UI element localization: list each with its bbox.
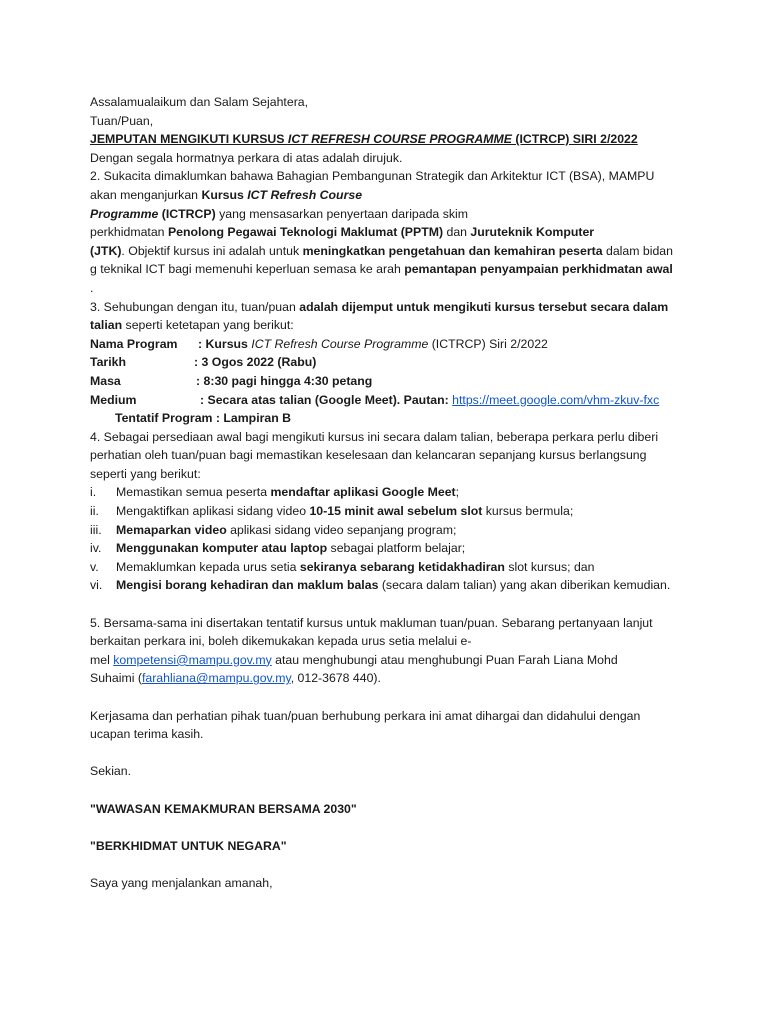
para4-line2: perhatian oleh tuan/puan bagi memastikan keselesaan dan kelancaran sepanjang kursus berlangsung	[90, 448, 647, 463]
list-item	[90, 483, 690, 502]
p5-text: atau menghubungi atau menghubungi Puan Farah Liana Mohd	[271, 652, 618, 667]
p3-text: 3. Sehubungan dengan itu, tuan/puan	[90, 299, 300, 314]
motto2-text: "BERKHIDMAT UNTUK NEGARA"	[90, 838, 287, 853]
p2-programme: Programme	[90, 206, 159, 221]
tarikh-label: Tarikh	[90, 355, 126, 370]
detail-medium	[90, 391, 690, 410]
tarikh-value: : 3 Ogos 2022 (Rabu)	[194, 355, 317, 370]
list-text: (secara dalam talian) yang akan diberikan kemudian.	[378, 578, 671, 593]
detail-masa	[90, 372, 690, 391]
subject-part2: ICT REFRESH COURSE PROGRAMME	[287, 132, 512, 147]
p2-text: yang mensasarkan penyertaan daripada skim	[215, 206, 468, 221]
para5-line2: berkaitan perkara ini, boleh dikemukakan kepada urus setia melalui e-	[90, 634, 472, 649]
list-text: ;	[455, 485, 460, 500]
spacer	[90, 818, 690, 837]
subject-part3: (ICTRCP) SIRI 2/2022	[512, 132, 638, 147]
closing-motto2	[90, 837, 690, 856]
p3-bold: talian	[90, 318, 123, 333]
p2-text: dan	[443, 225, 471, 240]
tentatif-text: Tentatif Program : Lampiran B	[115, 411, 292, 426]
intro-text: Dengan segala hormatnya perkara di atas adalah dirujuk.	[90, 150, 403, 165]
program-colon: : Kursus	[198, 336, 252, 351]
list-item	[90, 558, 690, 577]
list-item	[90, 502, 690, 521]
subject-line	[90, 130, 690, 149]
p2-bold: Kursus	[201, 187, 248, 202]
p2-text: g teknikal ICT bagi memenuhi keperluan semasa ke arah	[90, 262, 405, 277]
para6-line1: Kerjasama dan perhatian pihak tuan/puan berhubung perkara ini amat dihargai dan didahului dengan	[90, 708, 641, 723]
para2-line5	[90, 242, 690, 261]
p2-objective: meningkatkan pengetahuan dan kemahiran peserta	[302, 243, 603, 258]
meet-link[interactable]: https://meet.google.com/vhm-zkuv-fxc	[452, 392, 660, 407]
list-number: i.	[90, 485, 97, 500]
list-text: sebagai platform belajar;	[327, 541, 466, 556]
p2-pptm: Penolong Pegawai Teknologi Maklumat (PPTM)	[167, 225, 444, 240]
greeting-salam: Assalamualaikum dan Salam Sejahtera,	[90, 95, 309, 109]
list-item	[90, 576, 690, 595]
p2-ictrcp: (ICTRCP)	[158, 206, 216, 221]
email-link-kompetensi[interactable]: kompetensi@mampu.gov.my	[113, 652, 272, 667]
para2-line1: 2. Sukacita dimaklumkan bahawa Bahagian Pembangunan Strategik dan Arkitektur ICT (BSA), MAMPU	[90, 169, 655, 184]
para6-line2: ucapan terima kasih.	[90, 727, 204, 742]
list-item	[90, 539, 690, 558]
list-text: Memaklumkan kepada urus setia	[116, 559, 300, 574]
list-number: ii.	[90, 504, 99, 519]
closing-motto1	[90, 800, 690, 819]
detail-tentatif	[90, 409, 690, 428]
list-bold: Memaparkan video	[116, 522, 227, 537]
p5-text: Suhaimi (	[90, 671, 142, 686]
p2-jtk: Juruteknik Komputer	[470, 225, 595, 240]
p5-text: , 012-3678 440).	[290, 671, 381, 686]
closing-amanah: Saya yang menjalankan amanah,	[90, 875, 273, 890]
list-item	[90, 521, 690, 540]
list-bold: mendaftar aplikasi Google Meet	[270, 485, 456, 500]
masa-value: : 8:30 pagi hingga 4:30 petang	[196, 373, 373, 388]
motto1-text: "WAWASAN KEMAKMURAN BERSAMA 2030"	[90, 801, 357, 816]
p3-text: seperti ketetapan yang berikut:	[122, 318, 294, 333]
para2-line4	[90, 223, 690, 242]
para2-line6	[90, 260, 690, 279]
para2-line3	[90, 205, 690, 224]
list-bold: Menggunakan komputer atau laptop	[116, 541, 328, 556]
para4-line3: seperti yang berikut:	[90, 466, 201, 481]
list-text: slot kursus; dan	[504, 559, 595, 574]
spacer	[90, 744, 690, 763]
list-text: Memastikan semua peserta	[116, 485, 271, 500]
para5-line1: 5. Bersama-sama ini disertakan tentatif kursus untuk makluman tuan/puan. Sebarang pertanyaan lanjut	[90, 615, 653, 630]
detail-program	[90, 335, 690, 354]
medium-value: : Secara atas talian (Google Meet). Pautan:	[200, 392, 453, 407]
list-bold: 10-15 minit awal sebelum slot	[309, 504, 483, 519]
p2-bold-italic: ICT Refresh Course	[247, 187, 363, 202]
para2-line7: .	[90, 280, 94, 295]
p2-goal: pemantapan penyampaian perkhidmatan awal	[404, 262, 673, 277]
spacer	[90, 781, 690, 800]
spacer	[90, 855, 690, 874]
list-number: vi.	[90, 578, 103, 593]
closing-sekian: Sekian.	[90, 764, 132, 779]
program-italic: ICT Refresh Course Programme	[251, 336, 429, 351]
program-label: Nama Program	[90, 336, 178, 351]
medium-label: Medium	[90, 392, 137, 407]
subject-part1: JEMPUTAN MENGIKUTI KURSUS	[90, 132, 288, 147]
list-text: Mengaktifkan aplikasi sidang video	[116, 504, 310, 519]
masa-label: Masa	[90, 373, 121, 388]
p2-text: dalam bidan	[602, 243, 673, 258]
p2-text: . Objektif kursus ini adalah untuk	[121, 243, 303, 258]
para4-line1: 4. Sebagai persediaan awal bagi mengikuti kursus ini secara dalam talian, beberapa perkara perlu diberi	[90, 429, 659, 444]
para2-line2	[90, 186, 690, 205]
list-number: iii.	[90, 522, 102, 537]
p3-bold: adalah dijemput untuk mengikuti kursus tersebut secara dalam	[299, 299, 669, 314]
detail-tarikh	[90, 353, 690, 372]
list-text: kursus bermula;	[482, 504, 574, 519]
spacer	[90, 595, 690, 614]
letter-body	[90, 93, 690, 893]
p2-jtk-abbr: (JTK)	[90, 243, 122, 258]
spacer	[90, 688, 690, 707]
list-bold: sekiranya sebarang ketidakhadiran	[299, 559, 505, 574]
list-number: v.	[90, 559, 99, 574]
para5-line4	[90, 669, 690, 688]
list-bold: Mengisi borang kehadiran dan maklum balas	[116, 578, 379, 593]
greeting-addressee: Tuan/Puan,	[90, 113, 154, 128]
para3-line1	[90, 298, 690, 317]
p2-text: akan menganjurkan	[90, 187, 202, 202]
p5-text: mel	[90, 652, 114, 667]
list-text: aplikasi sidang video sepanjang program;	[226, 522, 457, 537]
p2-text: perkhidmatan	[90, 225, 168, 240]
para3-line2	[90, 316, 690, 335]
para5-line3	[90, 651, 690, 670]
email-link-farahliana[interactable]: farahliana@mampu.gov.my	[141, 671, 291, 686]
list-number: iv.	[90, 541, 102, 556]
program-rest: (ICTRCP) Siri 2/2022	[428, 336, 548, 351]
